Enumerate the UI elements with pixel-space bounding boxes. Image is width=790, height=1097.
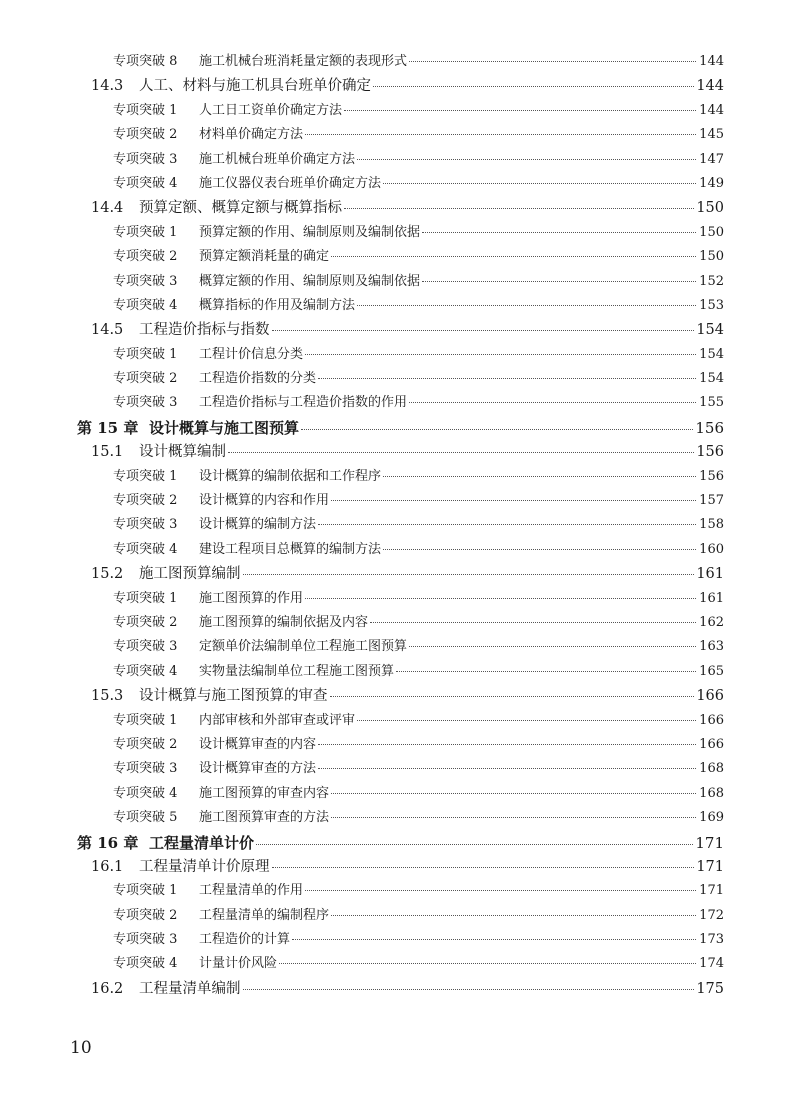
toc-entry-number: 专项突破 3 [113,395,178,411]
toc-entry-title: 设计概算编制 [139,444,226,461]
toc-entry-number: 14.4 [91,200,124,217]
toc-entry-title: 预算定额、概算定额与概算指标 [139,200,342,217]
toc-dot-leader [272,330,695,331]
toc-entry-page: 168 [699,761,724,777]
toc-entry-page: 166 [699,736,724,752]
toc-entry-page: 172 [699,907,724,923]
toc-entry-number: 专项突破 4 [113,663,178,679]
toc-entry-title: 人工日工资单价确定方法 [199,102,343,118]
toc-dot-leader [330,696,695,697]
toc-entry-number: 专项突破 2 [113,736,178,752]
toc-entry-title: 计量计价风险 [199,956,278,972]
toc-entry-title: 建设工程项目总概算的编制方法 [199,541,382,557]
toc-subsection-row [0,806,790,830]
toc-entry-page: 156 [696,444,724,461]
toc-entry-page: 152 [699,273,724,289]
page-number: 10 [70,1038,92,1058]
toc-entry-page: 162 [699,614,724,630]
toc-entry-page: 150 [696,200,724,217]
toc-dot-leader [228,452,694,453]
toc-dot-leader [357,305,696,306]
toc-subsection-row [0,611,790,635]
toc-subsection-row [0,148,790,172]
toc-subsection-row [0,343,790,367]
toc-entry-number: 专项突破 2 [113,907,178,923]
toc-dot-leader [383,183,696,184]
toc-dot-leader [331,256,696,257]
toc-chapter-row [0,831,790,855]
toc-entry-title: 施工机械台班单价确定方法 [199,151,356,167]
toc-entry-page: 144 [696,78,724,95]
toc-entry-title: 人工、材料与施工机具台班单价确定 [139,78,371,95]
toc-dot-leader [331,500,696,501]
toc-entry-number: 专项突破 4 [113,175,178,191]
toc-subsection-row [0,904,790,928]
toc-entry-title: 工程量清单计价 [149,833,255,852]
toc-entry-title: 内部审核和外部审查或评审 [199,712,356,728]
toc-entry-page: 144 [699,54,724,69]
toc-entry-number: 专项突破 1 [113,346,178,362]
toc-entry-page: 155 [699,395,724,411]
toc-dot-leader [318,378,696,379]
toc-entry-number: 专项突破 2 [113,249,178,265]
toc-section-row [0,855,790,879]
toc-entry-number: 专项突破 4 [113,297,178,313]
toc-entry-title: 设计概算的编制依据和工作程序 [199,468,382,484]
toc-entry-title: 工程造价指标与工程造价指数的作用 [199,395,408,411]
toc-dot-leader [344,110,696,111]
toc-subsection-row [0,489,790,513]
toc-entry-number: 专项突破 4 [113,956,178,972]
toc-dot-leader [279,963,696,964]
toc-entry-page: 154 [696,322,724,339]
toc-entry-page: 175 [696,980,724,997]
toc-subsection-row [0,782,790,806]
toc-chapter-row [0,416,790,440]
toc-section-row [0,440,790,464]
toc-dot-leader [305,598,696,599]
toc-entry-page: 154 [699,346,724,362]
toc-dot-leader [305,134,696,135]
toc-entry-page: 173 [699,932,724,948]
toc-entry-title: 设计概算的编制方法 [199,517,317,533]
toc-entry-number: 专项突破 3 [113,517,178,533]
toc-entry-page: 149 [699,175,724,191]
toc-entry-page: 166 [699,712,724,728]
toc-entry-title: 概算定额的作用、编制原则及编制依据 [199,273,421,289]
toc-entry-number: 专项突破 3 [113,273,178,289]
toc-subsection-row [0,245,790,269]
toc-entry-number: 专项突破 1 [113,590,178,606]
toc-entry-page: 168 [699,785,724,801]
toc-subsection-row [0,172,790,196]
toc-dot-leader [256,844,693,845]
toc-subsection-row [0,465,790,489]
toc-entry-number: 第 16 章 [77,833,139,852]
toc-section-row [0,684,790,708]
toc-dot-leader [357,159,696,160]
toc-subsection-row [0,367,790,391]
toc-entry-number: 15.3 [91,688,124,705]
toc-entry-page: 158 [699,517,724,533]
toc-dot-leader [409,402,696,403]
toc-entry-title: 设计概算的内容和作用 [199,493,330,509]
toc-entry-number: 专项突破 3 [113,151,178,167]
toc-entry-number: 专项突破 2 [113,614,178,630]
toc-entry-title: 定额单价法编制单位工程施工图预算 [199,639,408,655]
toc-dot-leader [318,768,696,769]
toc-entry-number: 15.1 [91,444,124,461]
toc-section-row [0,562,790,586]
toc-entry-number: 专项突破 1 [113,468,178,484]
toc-subsection-row [0,391,790,415]
toc-dot-leader [344,208,694,209]
toc-entry-page: 174 [699,956,724,972]
toc-subsection-row [0,587,790,611]
toc-dot-leader [331,793,696,794]
toc-entry-number: 第 15 章 [77,418,139,437]
toc-dot-leader [301,429,693,430]
toc-dot-leader [422,232,696,233]
toc-entry-title: 设计概算审查的内容 [199,736,317,752]
toc-entry-number: 专项突破 2 [113,127,178,143]
toc-entry-number: 16.2 [91,980,124,997]
toc-subsection-row [0,879,790,903]
toc-entry-number: 专项突破 1 [113,102,178,118]
toc-section-row [0,977,790,1001]
toc-subsection-row [0,294,790,318]
toc-dot-leader [409,61,696,62]
toc-entry-title: 工程造价指数的分类 [199,371,317,387]
toc-dot-leader [318,744,696,745]
toc-entry-page: 161 [699,590,724,606]
toc-entry-number: 14.3 [91,78,124,95]
toc-entry-page: 153 [699,297,724,313]
toc-dot-leader [243,989,695,990]
toc-entry-page: 166 [696,688,724,705]
toc-entry-number: 16.1 [91,858,124,875]
toc-subsection-row [0,513,790,537]
toc-entry-page: 156 [695,418,724,437]
toc-entry-page: 156 [699,468,724,484]
toc-dot-leader [305,890,696,891]
toc-entry-page: 169 [699,810,724,826]
toc-dot-leader [396,671,696,672]
toc-entry-title: 施工仪器仪表台班单价确定方法 [199,175,382,191]
toc-dot-leader [318,524,696,525]
toc-entry-number: 专项突破 3 [113,761,178,777]
toc-entry-page: 171 [699,883,724,899]
toc-dot-leader [357,720,696,721]
toc-dot-leader [422,281,696,282]
toc-dot-leader [272,867,695,868]
toc-entry-title: 工程量清单编制 [139,980,241,997]
toc-entry-title: 工程计价信息分类 [199,346,304,362]
toc-entry-title: 工程造价指标与指数 [139,322,270,339]
toc-entry-number: 专项突破 4 [113,541,178,557]
toc-entry-page: 160 [699,541,724,557]
toc-subsection-row [0,952,790,976]
toc-entry-page: 161 [696,566,724,583]
toc-subsection-row [0,660,790,684]
toc-entry-page: 147 [699,151,724,167]
toc-subsection-row [0,757,790,781]
toc-entry-title: 工程量清单的作用 [199,883,304,899]
toc-subsection-row [0,123,790,147]
toc-entry-title: 施工图预算的审查内容 [199,785,330,801]
toc-entry-number: 专项突破 8 [113,54,178,69]
toc-entry-title: 设计概算与施工图预算 [149,418,300,437]
toc-dot-leader [383,476,696,477]
toc-entry-title: 施工图预算的编制依据及内容 [199,614,369,630]
toc-section-row [0,196,790,220]
table-of-contents [0,50,790,1001]
toc-entry-title: 施工机械台班消耗量定额的表现形式 [199,54,408,69]
toc-subsection-row [0,99,790,123]
toc-entry-title: 预算定额消耗量的确定 [199,249,330,265]
toc-dot-leader [305,354,696,355]
toc-entry-number: 专项突破 1 [113,883,178,899]
toc-subsection-row [0,50,790,74]
toc-entry-page: 154 [699,371,724,387]
toc-entry-title: 工程造价的计算 [199,932,291,948]
toc-dot-leader [409,646,696,647]
toc-entry-page: 163 [699,639,724,655]
toc-dot-leader [243,574,695,575]
toc-dot-leader [331,915,696,916]
toc-entry-title: 工程量清单计价原理 [139,858,270,875]
toc-entry-title: 预算定额的作用、编制原则及编制依据 [199,224,421,240]
toc-entry-page: 165 [699,663,724,679]
toc-entry-title: 材料单价确定方法 [199,127,304,143]
toc-subsection-row [0,709,790,733]
toc-subsection-row [0,928,790,952]
toc-entry-title: 实物量法编制单位工程施工图预算 [199,663,395,679]
toc-entry-number: 专项突破 3 [113,639,178,655]
toc-entry-title: 设计概算与施工图预算的审查 [139,688,328,705]
toc-dot-leader [373,86,694,87]
toc-dot-leader [331,817,696,818]
toc-entry-page: 171 [696,858,724,875]
toc-subsection-row [0,270,790,294]
toc-dot-leader [370,622,696,623]
toc-subsection-row [0,733,790,757]
toc-entry-page: 144 [699,102,724,118]
toc-entry-title: 概算指标的作用及编制方法 [199,297,356,313]
toc-entry-page: 145 [699,127,724,143]
toc-section-row [0,318,790,342]
toc-section-row [0,74,790,98]
toc-entry-number: 专项突破 3 [113,932,178,948]
toc-entry-number: 专项突破 1 [113,712,178,728]
toc-entry-title: 设计概算审查的方法 [199,761,317,777]
toc-entry-number: 15.2 [91,566,124,583]
toc-entry-page: 157 [699,493,724,509]
toc-entry-page: 150 [699,249,724,265]
toc-entry-title: 工程量清单的编制程序 [199,907,330,923]
toc-subsection-row [0,635,790,659]
toc-entry-page: 171 [695,833,724,852]
toc-entry-number: 专项突破 2 [113,371,178,387]
toc-entry-page: 150 [699,224,724,240]
toc-entry-title: 施工图预算审查的方法 [199,810,330,826]
toc-entry-number: 专项突破 5 [113,810,178,826]
toc-subsection-row [0,538,790,562]
toc-entry-number: 14.5 [91,322,124,339]
toc-entry-title: 施工图预算编制 [139,566,241,583]
toc-subsection-row [0,221,790,245]
toc-entry-number: 专项突破 1 [113,224,178,240]
toc-entry-title: 施工图预算的作用 [199,590,304,606]
toc-dot-leader [383,549,696,550]
toc-entry-number: 专项突破 4 [113,785,178,801]
toc-entry-number: 专项突破 2 [113,493,178,509]
toc-dot-leader [292,939,696,940]
